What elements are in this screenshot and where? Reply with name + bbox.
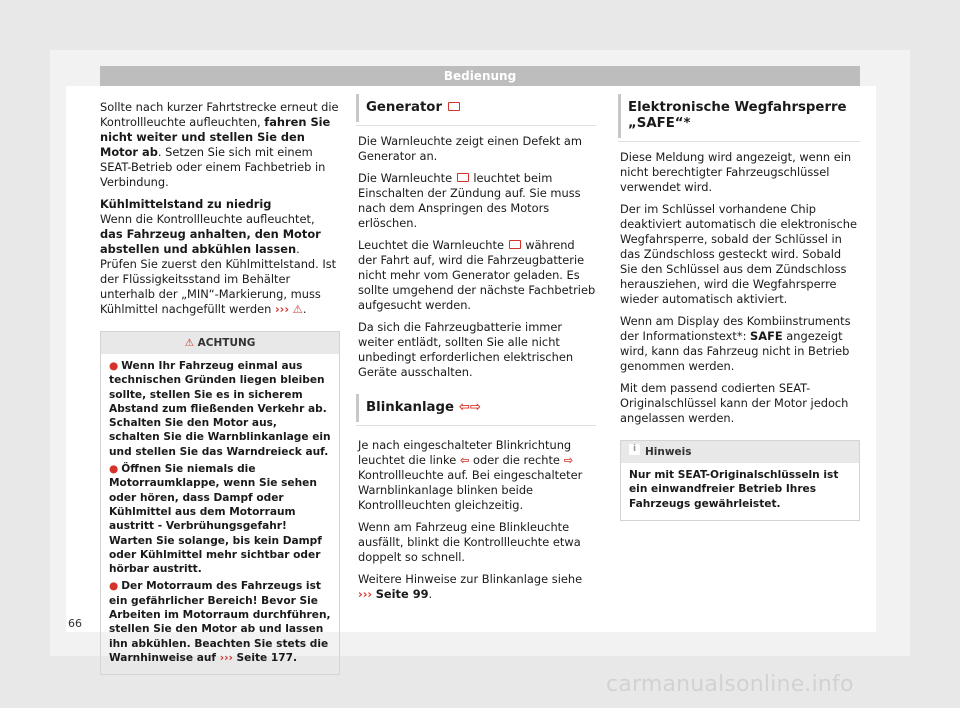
- page-content: [66, 86, 876, 664]
- page-ref-link[interactable]: Seite 99: [375, 587, 429, 601]
- note-box-body: [621, 463, 859, 520]
- section-heading-immobilizer: Elektronische Wegfahrsperre „SAFE“*: [618, 94, 860, 138]
- paragraph: Wenn am Display des Kombiinstruments der Informationstext*: SAFE angezeigt wird, kann das Fahrzeug nicht in Betrieb genommen werden.: [620, 314, 851, 373]
- turn-right-icon: ⇨: [563, 453, 574, 467]
- paragraph: Diese Meldung wird angezeigt, wenn ein nicht berechtigter Fahrzeugschlüssel verwendet wird.: [620, 150, 852, 194]
- paragraph: Die Warnleuchte leuchtet beim Einschalten der Zündung auf. Sie muss nach dem Anspringen des Motors erlöschen.: [358, 171, 581, 230]
- turn-right-icon: ⇨: [469, 400, 482, 415]
- paragraph: Je nach eingeschalteter Blinkrichtung leuchtet die linke ⇦ oder die rechte ⇨ Kontrollleuchte auf. Bei eingeschalteter Warnblinkanlage blinken beide Kontrollleuchten gleichzeitig.: [358, 438, 583, 512]
- warning-triangle-icon: ⚠: [184, 337, 195, 349]
- warning-box: [100, 331, 340, 675]
- warning-box-body: [101, 354, 339, 674]
- generator-lamp-icon: [509, 240, 521, 249]
- warning-item: ● Öffnen Sie niemals die Motorraumklappe, wenn Sie sehen oder hören, dass Dampf oder Kühlmittel aus dem Motorraum austritt - Verbrühungsgefahr! Warten Sie solange, bis kein Dampf oder Kühlmittel mehr sichtbar oder hörbar austritt.: [109, 463, 322, 576]
- section-heading-turn-signals: Blinkanlage ⇦⇨: [356, 394, 596, 422]
- note-text: Nur mit SEAT-Originalschlüsseln ist ein einwandfreier Betrieb Ihres Fahrzeugs gewährleistet.: [629, 469, 839, 510]
- page-header: Bedienung: [100, 66, 860, 86]
- info-icon: i: [629, 444, 640, 455]
- cross-ref-arrow: ›››: [274, 302, 290, 316]
- watermark: carmanualsonline.info: [606, 672, 854, 697]
- warning-box-header: [101, 332, 339, 354]
- paragraph: Wenn am Fahrzeug eine Blinkleuchte ausfällt, blinkt die Kontrollleuchte etwa doppelt so schnell.: [358, 520, 581, 564]
- paragraph: Mit dem passend codierten SEAT-Originalschlüssel kann der Motor jedoch angelassen werden.: [620, 381, 849, 425]
- turn-left-icon: ⇦: [458, 400, 470, 415]
- paragraph: Die Warnleuchte zeigt einen Defekt am Generator an.: [358, 134, 583, 163]
- column-left: [100, 100, 340, 675]
- warning-item: ● Wenn Ihr Fahrzeug einmal aus technischen Gründen liegen bleiben sollte, stellen Sie es in sicherem Abstand zum fließenden Verkehr ab. Schalten Sie den Motor aus, schalten Sie die Warnblinkanlage ein und stellen Sie das Warndreieck auf.: [109, 360, 331, 458]
- generator-lamp-icon: [448, 102, 460, 111]
- note-box: [620, 440, 860, 521]
- warning-triangle-icon: ⚠: [292, 302, 303, 316]
- page-number: 66: [68, 617, 82, 630]
- page-ref-link[interactable]: Seite 177: [236, 651, 294, 664]
- paragraph: Leuchtet die Warnleuchte während der Fahrt auf, wird die Fahrzeugbatterie nicht mehr vom Generator geladen. Es sollte umgehend der nächste Fachbetrieb aufgesucht werden.: [358, 238, 596, 312]
- generator-lamp-icon: [457, 173, 469, 182]
- column-right: [620, 94, 860, 521]
- paragraph: Der im Schlüssel vorhandene Chip deaktiviert automatisch die elektronische Wegfahrsperre, sobald der Schlüssel in das Zündschloss gesteckt wird. Sobald Sie den Schlüssel aus dem Zündschloss herausziehen, wird die Wegfahrsperre wieder automatisch aktiviert.: [620, 202, 857, 306]
- cross-ref-arrow: ›››: [219, 651, 233, 664]
- subheading-coolant: Kühlmittelstand zu niedrig: [100, 197, 272, 211]
- paragraph: Da sich die Fahrzeugbatterie immer weiter entlädt, sollten Sie alle nicht unbedingt erforderlichen elektrischen Geräte ausschalten.: [358, 320, 574, 379]
- paragraph: Wenn die Kontrollleuchte aufleuchtet, das Fahrzeug anhalten, den Motor abstellen und abkühlen lassen. Prüfen Sie zuerst den Kühlmittelstand. Ist der Flüssigkeitsstand im Behälter unterhalb der „MIN“-Markierung, muss Kühlmittel nachgefüllt werden ››› ⚠.: [100, 212, 337, 316]
- warning-item: ● Der Motorraum des Fahrzeugs ist ein gefährlicher Bereich! Bevor Sie Arbeiten im Motorraum durchführen, stellen Sie den Motor ab und lassen ihn abkühlen. Beachten Sie stets die Warnhinweise auf ››› Seite 177.: [109, 580, 331, 664]
- column-middle: [358, 94, 596, 609]
- note-box-header: i Hinweis: [621, 441, 859, 463]
- paragraph: Sollte nach kurzer Fahrtstrecke erneut die Kontrollleuchte aufleuchten, fahren Sie nicht weiter und stellen Sie den Motor ab. Setzen Sie sich mit einem SEAT-Betrieb oder einem Fachbetrieb in Verbindung.: [100, 100, 339, 189]
- paragraph: Weitere Hinweise zur Blinkanlage siehe ››› Seite 99.: [358, 572, 583, 601]
- section-heading-generator: Generator: [356, 94, 596, 122]
- cross-ref-arrow: ›››: [358, 587, 373, 601]
- turn-left-icon: ⇦: [459, 453, 470, 467]
- warning-title: ACHTUNG: [197, 337, 256, 349]
